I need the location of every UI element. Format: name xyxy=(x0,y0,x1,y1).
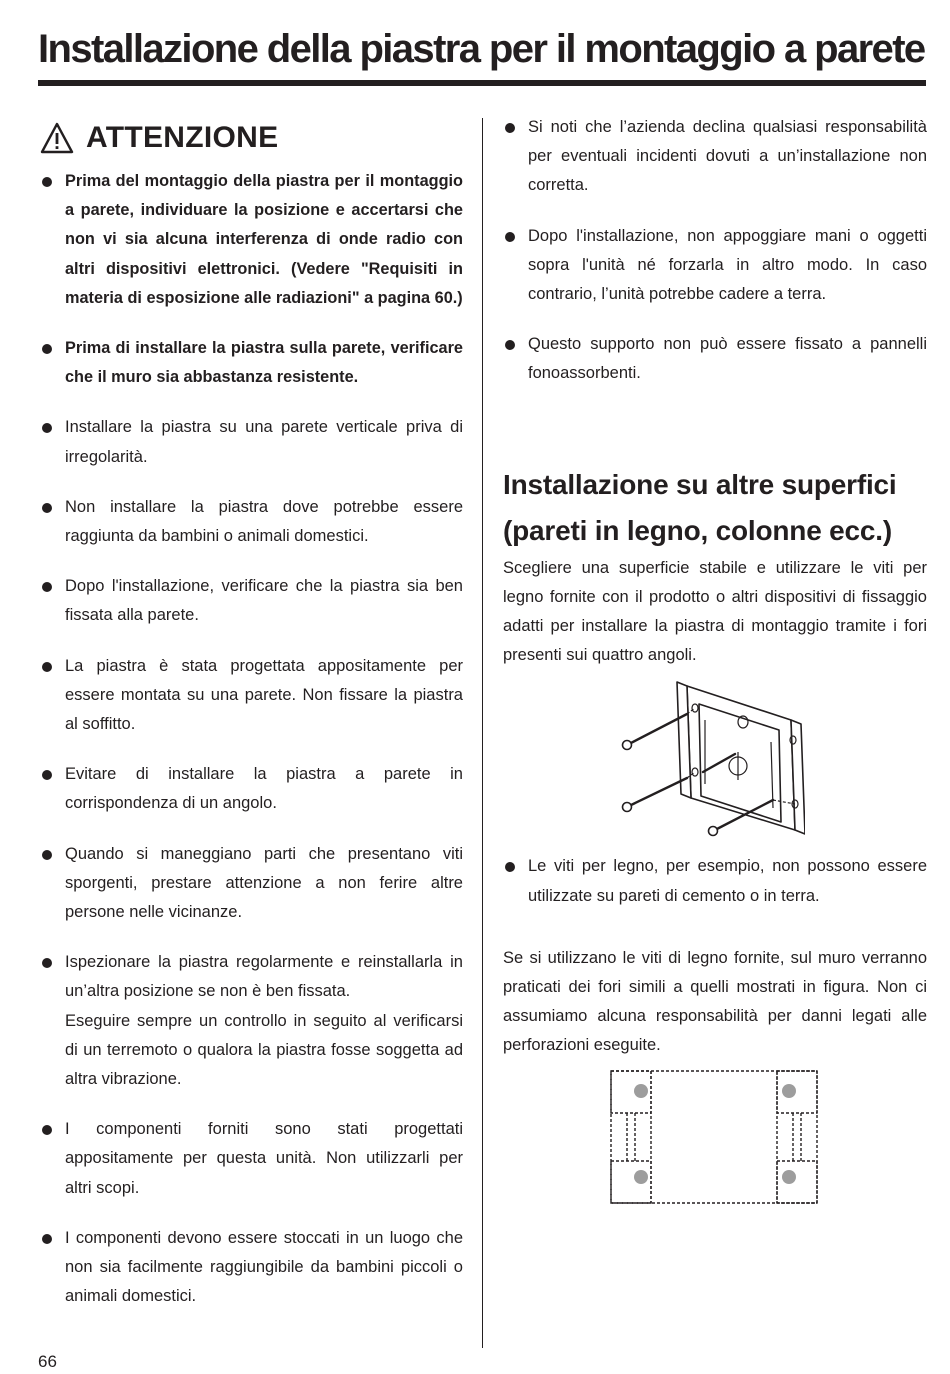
hole-positions-diagram xyxy=(609,1067,819,1207)
list-item: Questo supporto non può essere fissato a pannelli fonoassorbenti. xyxy=(503,330,927,388)
wood-screw-note-list xyxy=(503,852,927,910)
title-rule xyxy=(38,80,926,86)
list-item: I componenti forniti sono stati progettati appositamente per questa unità. Non utilizzarli per altri scopi. xyxy=(40,1115,463,1203)
caution-heading-label: ATTENZIONE xyxy=(86,121,279,154)
section-heading: Installazione su altre superfici (pareti in legno, colonne ecc.) xyxy=(503,468,897,546)
inspect-line-1: Ispezionare la piastra regolarmente e reinstallarla in un’altra posizione se non è ben fissata. xyxy=(65,953,463,1001)
section-intro: Scegliere una superficie stabile e utilizzare le viti per legno fornite con il prodotto o altri dispositivi di fissaggio adatti per installare la piastra di montaggio tramite i fori presenti sui quattro angoli. xyxy=(503,558,927,665)
caution-list xyxy=(40,167,463,1312)
list-item: Si noti che l’azienda declina qualsiasi responsabilità per eventuali incidenti dovuti a un’installazione non corretta. xyxy=(503,113,927,201)
list-item xyxy=(40,948,463,1094)
inspect-line-2: Eseguire sempre un controllo in seguito al verificarsi di un terremoto o qualora la piastra fosse soggetta ad altra vibrazione. xyxy=(65,1011,463,1089)
list-item: La piastra è stata progettata appositamente per essere montata su una parete. Non fissare la piastra al soffitto. xyxy=(40,652,463,740)
list-item: Dopo l'installazione, verificare che la piastra sia ben fissata alla parete. xyxy=(40,572,463,630)
caution-heading xyxy=(40,115,463,161)
list-item: Installare la piastra su una parete verticale priva di irregolarità. xyxy=(40,413,463,471)
list-item: Dopo l'installazione, non appoggiare mani o oggetti sopra l'unità né forzarla in altro modo. In caso contrario, l’unità potrebbe cadere a terra. xyxy=(503,222,927,310)
right-column xyxy=(503,113,927,1207)
left-column xyxy=(40,115,463,1333)
list-item: Non installare la piastra dove potrebbe essere raggiunta da bambini o animali domestici. xyxy=(40,493,463,551)
column-divider xyxy=(482,118,483,1348)
page-title: Installazione della piastra per il montaggio a parete xyxy=(38,27,925,71)
list-item: I componenti devono essere stoccati in un luogo che non sia facilmente raggiungibile da bambini piccoli o animali domestici. xyxy=(40,1224,463,1312)
list-item: Prima di installare la piastra sulla parete, verificare che il muro sia abbastanza resistente. xyxy=(40,334,463,392)
list-item: Prima del montaggio della piastra per il montaggio a parete, individuare la posizione e accertarsi che non vi sia alcuna interferenza di onde radio con altri dispositivi elettronici. (Vedere "Requisiti in materia di esposizione alle radiazioni" a pagina 60.) xyxy=(40,167,463,313)
page-number: 66 xyxy=(38,1352,57,1371)
list-item: Quando si maneggiano parti che presentano viti sporgenti, prestare attenzione a non ferire altre persone nelle vicinanze. xyxy=(40,840,463,928)
list-item: Le viti per legno, per esempio, non possono essere utilizzate su pareti di cemento o in terra. xyxy=(503,852,927,910)
caution-list-continued xyxy=(503,113,927,389)
warning-triangle-icon xyxy=(40,122,74,154)
list-item: Evitare di installare la piastra a parete in corrispondenza di un angolo. xyxy=(40,760,463,818)
holes-paragraph: Se si utilizzano le viti di legno fornite, sul muro verranno praticati dei fori simili a quelli mostrati in figura. Non ci assumiamo alcuna responsabilità per danni legati alle perforazioni eseguite. xyxy=(503,948,927,1055)
mounting-bracket-illustration xyxy=(595,680,805,840)
